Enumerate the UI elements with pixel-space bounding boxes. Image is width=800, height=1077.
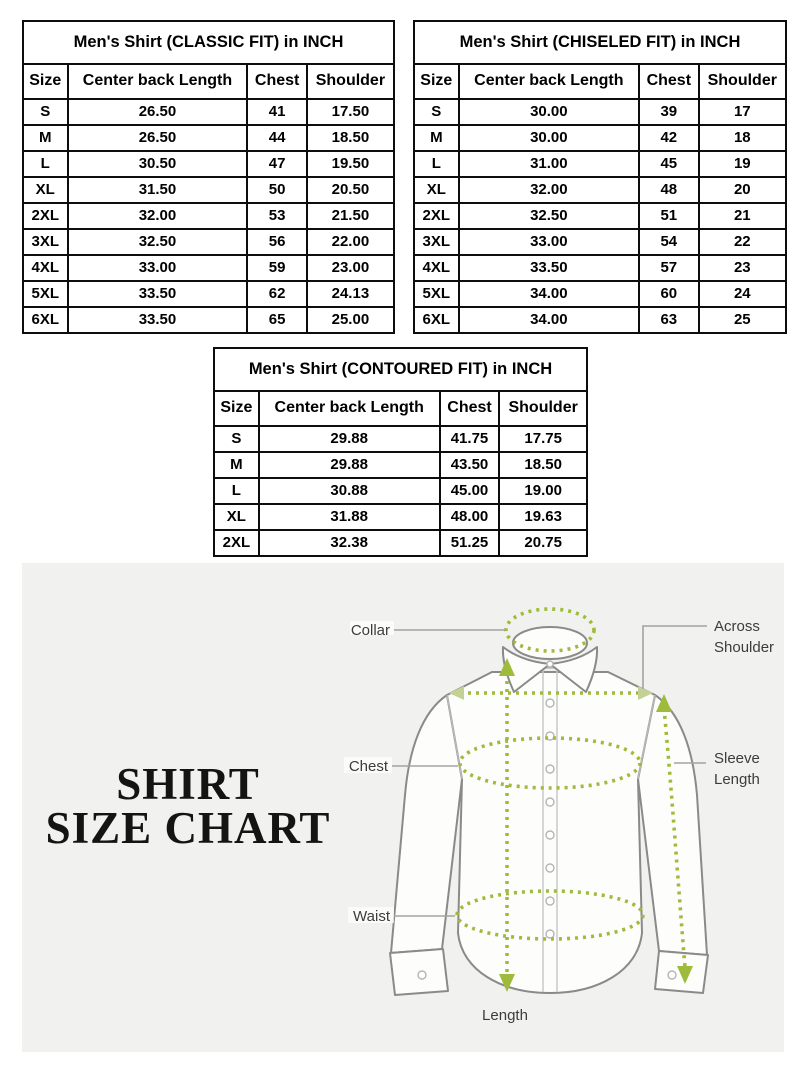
table-cell: 39 — [639, 99, 699, 125]
table-cell: 65 — [247, 307, 306, 333]
table-cell: 3XL — [23, 229, 68, 255]
table-cell: 32.38 — [259, 530, 440, 556]
table-row — [414, 307, 786, 333]
table-cell: M — [23, 125, 68, 151]
shirt-size-chart-title — [22, 759, 354, 853]
table-cell: 57 — [639, 255, 699, 281]
table-cell: 53 — [247, 203, 306, 229]
table-cell: 41.75 — [440, 426, 500, 452]
column-header: Chest — [440, 391, 500, 426]
column-header: Size — [23, 64, 68, 99]
table-row — [214, 530, 587, 556]
table-cell: 19.63 — [499, 504, 587, 530]
table-cell: 3XL — [414, 229, 459, 255]
table-cell: 21.50 — [307, 203, 394, 229]
table-cell: 31.00 — [459, 151, 639, 177]
table-cell: 22.00 — [307, 229, 394, 255]
chiseled-fit-table — [413, 20, 787, 334]
table-cell: 41 — [247, 99, 306, 125]
table-row — [23, 177, 394, 203]
size-chart-panel — [22, 563, 784, 1052]
table-cell: 2XL — [214, 530, 259, 556]
table-cell: 43.50 — [440, 452, 500, 478]
table-cell: 45.00 — [440, 478, 500, 504]
table-cell: 42 — [639, 125, 699, 151]
right-cuff-button — [668, 971, 676, 979]
table-cell: 47 — [247, 151, 306, 177]
table-row — [23, 203, 394, 229]
table-cell: 4XL — [414, 255, 459, 281]
table-row — [414, 255, 786, 281]
column-header: Center back Length — [68, 64, 248, 99]
table-cell: S — [23, 99, 68, 125]
table-row — [414, 151, 786, 177]
table-cell: 5XL — [23, 281, 68, 307]
classic-fit-table — [22, 20, 395, 334]
table-cell: 25 — [699, 307, 786, 333]
table-cell: 51.25 — [440, 530, 500, 556]
table-cell: S — [414, 99, 459, 125]
table-title: Men's Shirt (CONTOURED FIT) in INCH — [214, 348, 587, 391]
table-row — [23, 255, 394, 281]
sleeve-length-label: Sleeve Length — [714, 750, 760, 788]
table-cell: 18.50 — [499, 452, 587, 478]
table-row — [414, 177, 786, 203]
table-cell: 29.88 — [259, 426, 440, 452]
shirt-right-sleeve — [638, 695, 707, 955]
waist-label: Waist — [353, 908, 390, 925]
table-cell: 26.50 — [68, 99, 248, 125]
table-cell: 19 — [699, 151, 786, 177]
table-cell: 33.50 — [68, 281, 248, 307]
table-cell: 45 — [639, 151, 699, 177]
table-cell: 24.13 — [307, 281, 394, 307]
table-cell: 33.50 — [68, 307, 248, 333]
table-cell: 24 — [699, 281, 786, 307]
table-row — [23, 229, 394, 255]
table-cell: 26.50 — [68, 125, 248, 151]
table-cell: 62 — [247, 281, 306, 307]
table-cell: 60 — [639, 281, 699, 307]
column-header: Chest — [247, 64, 306, 99]
contoured-fit-table — [213, 347, 588, 557]
length-label: Length — [482, 1007, 528, 1024]
table-cell: 6XL — [414, 307, 459, 333]
table-cell: 17.75 — [499, 426, 587, 452]
column-header: Center back Length — [459, 64, 639, 99]
table-cell: 63 — [639, 307, 699, 333]
table-cell: 30.00 — [459, 99, 639, 125]
table-row — [23, 281, 394, 307]
table-row — [214, 426, 587, 452]
table-cell: 19.50 — [307, 151, 394, 177]
table-cell: 31.88 — [259, 504, 440, 530]
table-row — [214, 452, 587, 478]
table-cell: 20.75 — [499, 530, 587, 556]
title-line-2: SIZE CHART — [45, 803, 331, 853]
table-cell: 32.00 — [68, 203, 248, 229]
table-cell: 59 — [247, 255, 306, 281]
table-cell: L — [23, 151, 68, 177]
table-cell: 25.00 — [307, 307, 394, 333]
table-cell: M — [414, 125, 459, 151]
table-cell: 44 — [247, 125, 306, 151]
table-cell: 29.88 — [259, 452, 440, 478]
column-header: Center back Length — [259, 391, 440, 426]
collar-label: Collar — [350, 622, 390, 639]
table-title: Men's Shirt (CLASSIC FIT) in INCH — [23, 21, 394, 64]
table-cell: 56 — [247, 229, 306, 255]
column-header: Shoulder — [307, 64, 394, 99]
table-cell: 31.50 — [68, 177, 248, 203]
table-cell: 33.00 — [68, 255, 248, 281]
table-cell: S — [214, 426, 259, 452]
table-cell: XL — [214, 504, 259, 530]
table-row — [214, 504, 587, 530]
table-cell: 20 — [699, 177, 786, 203]
column-header: Chest — [639, 64, 699, 99]
column-header: Size — [214, 391, 259, 426]
table-cell: XL — [414, 177, 459, 203]
table-cell: 18 — [699, 125, 786, 151]
table-cell: 34.00 — [459, 281, 639, 307]
table-cell: 32.50 — [459, 203, 639, 229]
table-cell: 30.88 — [259, 478, 440, 504]
table-row — [23, 151, 394, 177]
table-cell: 2XL — [414, 203, 459, 229]
column-header: Shoulder — [699, 64, 786, 99]
table-cell: 33.00 — [459, 229, 639, 255]
collar-band — [513, 627, 587, 659]
collar-button — [547, 661, 553, 667]
table-cell: 48.00 — [440, 504, 500, 530]
across-shoulder-label: Across Shoulder — [714, 618, 775, 656]
table-cell: L — [214, 478, 259, 504]
table-cell: XL — [23, 177, 68, 203]
table-row — [414, 281, 786, 307]
table-cell: 4XL — [23, 255, 68, 281]
table-row — [414, 125, 786, 151]
table-row — [23, 99, 394, 125]
table-cell: 21 — [699, 203, 786, 229]
table-cell: 22 — [699, 229, 786, 255]
table-cell: 20.50 — [307, 177, 394, 203]
table-cell: 23 — [699, 255, 786, 281]
left-cuff-button — [418, 971, 426, 979]
table-cell: 50 — [247, 177, 306, 203]
table-cell: 33.50 — [459, 255, 639, 281]
table-cell: 17.50 — [307, 99, 394, 125]
column-header: Size — [414, 64, 459, 99]
table-cell: 32.00 — [459, 177, 639, 203]
table-row — [214, 478, 587, 504]
table-cell: 54 — [639, 229, 699, 255]
table-cell: L — [414, 151, 459, 177]
column-header: Shoulder — [499, 391, 587, 426]
table-row — [23, 307, 394, 333]
table-row — [414, 99, 786, 125]
table-cell: 5XL — [414, 281, 459, 307]
table-cell: 32.50 — [68, 229, 248, 255]
shirt-left-sleeve — [391, 695, 462, 953]
across-shoulder-connector-line — [643, 626, 707, 689]
table-cell: 17 — [699, 99, 786, 125]
table-cell: 34.00 — [459, 307, 639, 333]
table-cell: M — [214, 452, 259, 478]
table-cell: 18.50 — [307, 125, 394, 151]
title-line-1: SHIRT — [116, 759, 260, 809]
table-cell: 23.00 — [307, 255, 394, 281]
chest-label: Chest — [348, 758, 388, 775]
table-title: Men's Shirt (CHISELED FIT) in INCH — [414, 21, 786, 64]
table-cell: 19.00 — [499, 478, 587, 504]
table-row — [23, 125, 394, 151]
table-cell: 30.00 — [459, 125, 639, 151]
table-row — [414, 203, 786, 229]
table-cell: 2XL — [23, 203, 68, 229]
table-cell: 48 — [639, 177, 699, 203]
table-cell: 30.50 — [68, 151, 248, 177]
shirt-illustration — [390, 627, 708, 995]
table-cell: 51 — [639, 203, 699, 229]
table-row — [414, 229, 786, 255]
table-cell: 6XL — [23, 307, 68, 333]
